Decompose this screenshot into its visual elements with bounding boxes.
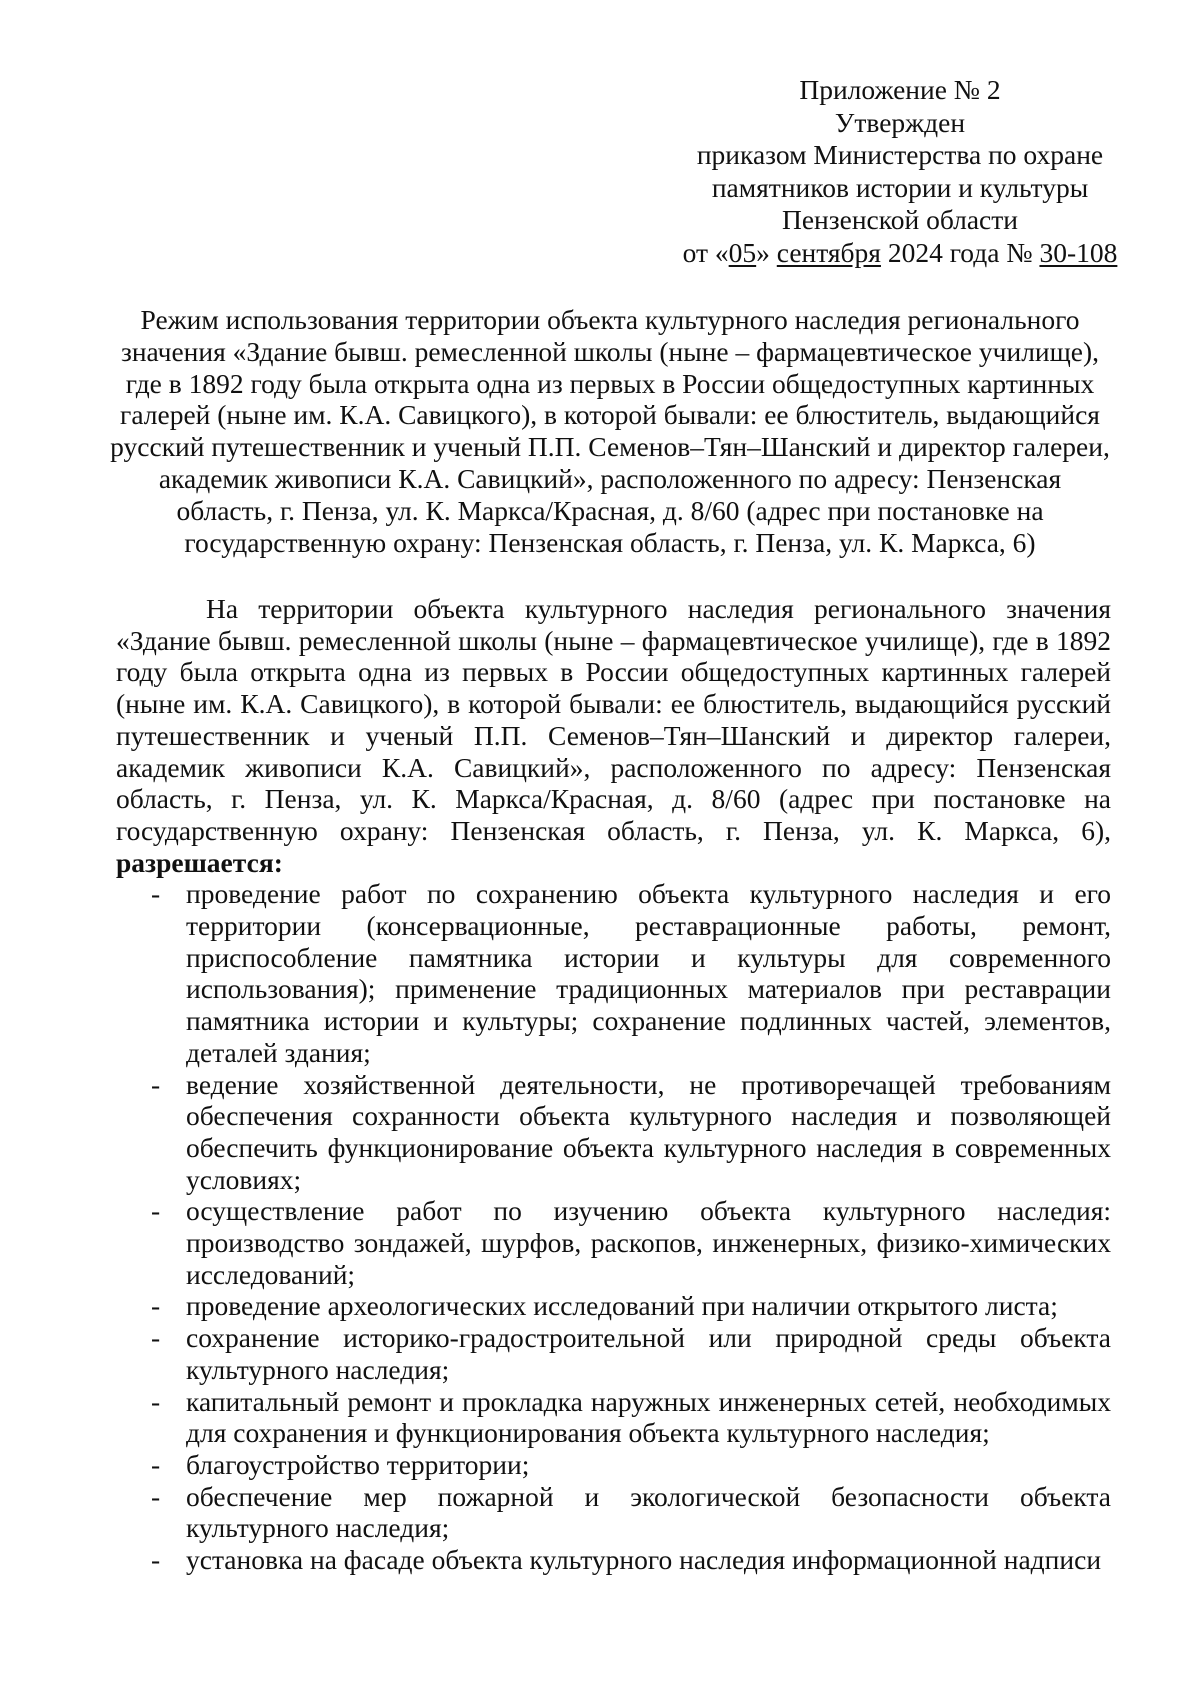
- list-item-text: осуществление работ по изучению объекта культурного наследия: производство зондажей, шурфов, раскопов, инженерных, физико-химических исследований;: [186, 1195, 1111, 1290]
- approved-label: Утвержден: [834, 106, 966, 138]
- list-item-text: обеспечение мер пожарной и экологической безопасности объекта культурного наследия;: [186, 1480, 1111, 1544]
- title-line: где в 1892 году была открыта одна из первых в России общедоступных картинных: [125, 367, 1095, 399]
- list-item-text: благоустройство территории;: [186, 1448, 530, 1480]
- bullet-dash: -: [151, 1544, 161, 1576]
- bullet-dash: -: [151, 1322, 161, 1354]
- title-line: академик живописи К.А. Савицкий», расположенного по адресу: Пензенская: [158, 462, 1062, 494]
- approval-order-line: приказом Министерства по охране: [696, 139, 1104, 171]
- list-item: [116, 878, 1111, 1068]
- bullet-dash: -: [151, 878, 161, 910]
- title-line: область, г. Пенза, ул. К. Маркса/Красная, д. 8/60 (адрес при постановке на: [176, 494, 1044, 526]
- date-year: 2024 года №: [880, 236, 1040, 268]
- title-line: галерей (ныне им. К.А. Савицкого), в которой бывали: ее блюститель, выдающийся: [120, 399, 1100, 431]
- list-item: [116, 1195, 1111, 1290]
- approval-region-line: Пензенской области: [781, 204, 1018, 236]
- allowed-list: [116, 878, 1111, 1575]
- approval-block: [640, 74, 1160, 270]
- bullet-dash: -: [151, 1448, 161, 1480]
- bullet-dash: -: [151, 1480, 161, 1512]
- list-item: [116, 1322, 1111, 1385]
- title-line: значения «Здание бывш. ремесленной школы (ныне – фармацевтическое училище),: [120, 335, 1100, 367]
- date-prefix: от «: [682, 236, 729, 268]
- date-month: сентября: [776, 236, 881, 268]
- title-line: Режим использования территории объекта культурного наследия регионального: [140, 304, 1080, 335]
- appendix-number: Приложение № 2: [799, 74, 1001, 105]
- title-line: русский путешественник и ученый П.П. Семенов–Тян–Шанский и директор галереи,: [110, 431, 1110, 463]
- list-item-text: капитальный ремонт и прокладка наружных инженерных сетей, необходимых для сохранения и функционирования объекта культурного наследия;: [186, 1385, 1111, 1449]
- list-item: [116, 1290, 1111, 1322]
- document-title: [110, 304, 1110, 558]
- allowed-label: разрешается:: [116, 846, 283, 878]
- bullet-dash: -: [151, 1385, 161, 1417]
- list-item-text: сохранение историко-градостроительной или природной среды объекта культурного наследия;: [186, 1322, 1111, 1385]
- list-item: [116, 1069, 1111, 1196]
- date-separator: »: [756, 236, 777, 268]
- order-number: 30-108: [1039, 236, 1118, 268]
- approval-ministry-line: памятников истории и культуры: [711, 171, 1089, 203]
- intro-paragraph: [116, 593, 1111, 878]
- document-body: [116, 593, 1111, 1576]
- bullet-dash: -: [151, 1195, 161, 1227]
- list-item-text: проведение археологических исследований при наличии открытого листа;: [186, 1290, 1058, 1322]
- list-item: [116, 1386, 1111, 1449]
- list-item: [116, 1481, 1111, 1544]
- list-item-text: проведение работ по сохранению объекта культурного наследия и его территории (консервационные, реставрационные работы, ремонт, приспособление памятника истории и культуры для современного использования); применение традиционных материалов при реставрации памятника истории и культуры; сохранение подлинных частей, элементов, деталей здания;: [186, 878, 1111, 1068]
- title-line: государственную охрану: Пензенская область, г. Пенза, ул. К. Маркса, 6): [184, 526, 1036, 558]
- intro-text: На территории объекта культурного наследия регионального значения «Здание бывш. ремесленной школы (ныне – фармацевтическое училище), где в 1892 году была открыта одна из первых в России общедоступных картинных галерей (ныне им. К.А. Савицкого), в которой бывали: ее блюститель, выдающийся русский путешественник и ученый П.П. Семенов–Тян–Шанский и директор галереи, академик живописи К.А. Савицкий», расположенного по адресу: Пензенская область, г. Пенза, ул. К. Маркса/Красная, д. 8/60 (адрес при постановке на государственную охрану: Пензенская область, г. Пенза, ул. К. Маркса, 6),: [116, 593, 1111, 846]
- date-day: 05: [728, 236, 757, 268]
- approval-date-line: [640, 237, 1160, 270]
- bullet-dash: -: [151, 1068, 161, 1100]
- bullet-dash: -: [151, 1290, 161, 1322]
- list-item-text: ведение хозяйственной деятельности, не противоречащей требованиям обеспечения сохранности объекта культурного наследия и позволяющей обеспечить функционирование объекта культурного наследия в современных условиях;: [186, 1068, 1111, 1195]
- list-item-text: установка на фасаде объекта культурного наследия информационной надписи: [186, 1544, 1102, 1576]
- list-item: [116, 1449, 1111, 1481]
- list-item: [116, 1544, 1111, 1576]
